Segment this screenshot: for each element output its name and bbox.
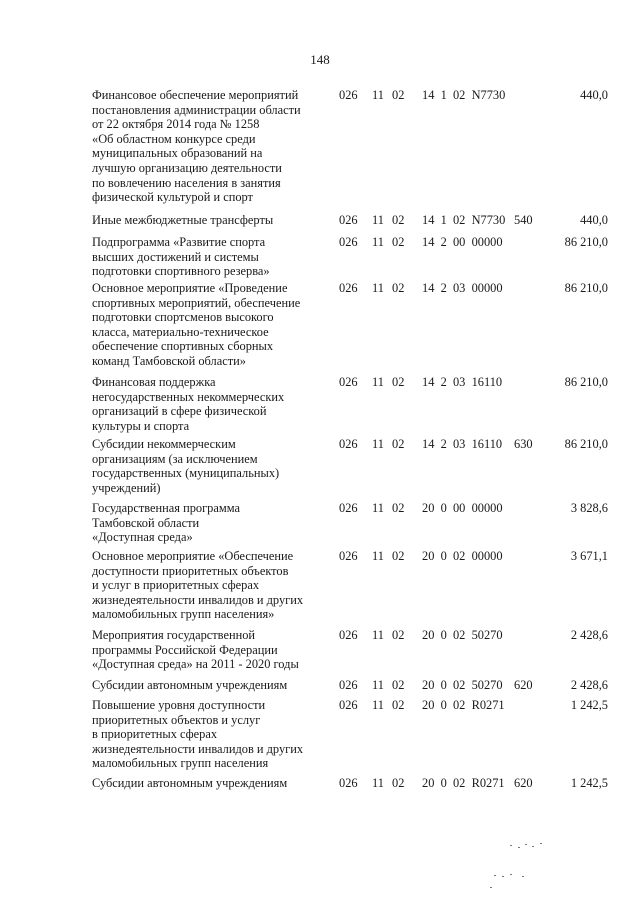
description-line: жизнедеятельности инвалидов и других	[92, 592, 304, 607]
description-line: подготовки спортсменов высокого	[92, 310, 274, 325]
description-line: муниципальных образований на	[92, 146, 263, 161]
amount: 440,0	[580, 213, 608, 227]
section-code: 11	[372, 281, 384, 295]
ministry-code: 026	[339, 281, 358, 295]
description-line: от 22 октября 2014 года № 1258	[92, 117, 260, 132]
subsection-code: 02	[392, 678, 405, 692]
target-article-code: 20 0 02 R0271	[422, 698, 505, 712]
subsection-code: 02	[392, 698, 405, 712]
row-description	[92, 678, 327, 693]
target-article-code: 14 2 03 16110	[422, 375, 503, 389]
ministry-code: 026	[339, 235, 358, 249]
target-article-code: 20 0 02 00000	[422, 549, 503, 563]
description-line: Основное мероприятие «Проведение	[92, 281, 288, 295]
ministry-code: 026	[339, 375, 358, 389]
row-description	[92, 698, 327, 771]
description-line: «Доступная среда»	[92, 530, 193, 545]
subsection-code: 02	[392, 437, 405, 451]
description-line: маломобильных групп населения	[92, 756, 269, 771]
description-line: организаций в сфере физической	[92, 404, 267, 419]
subsection-code: 02	[392, 628, 405, 642]
section-code: 11	[372, 678, 384, 692]
description-line: Государственная программа	[92, 501, 240, 515]
expense-type-code: 540	[514, 213, 533, 227]
section-code: 11	[372, 235, 384, 249]
ministry-code: 026	[339, 437, 358, 451]
target-article-code: 20 0 02 R0271	[422, 776, 505, 790]
description-line: жизнедеятельности инвалидов и других	[92, 741, 304, 756]
section-code: 11	[372, 501, 384, 515]
section-code: 11	[372, 776, 384, 790]
row-description	[92, 213, 327, 228]
section-code: 11	[372, 549, 384, 563]
subsection-code: 02	[392, 235, 405, 249]
description-line: и услуг в приоритетных сферах	[92, 578, 260, 593]
row-description	[92, 235, 327, 279]
section-code: 11	[372, 437, 384, 451]
expense-type-code: 630	[514, 437, 533, 451]
description-line: Субсидии автономным учреждениям	[92, 776, 288, 790]
description-line: Основное мероприятие «Обеспечение	[92, 549, 294, 563]
ministry-code: 026	[339, 213, 358, 227]
description-line: Субсидии автономным учреждениям	[92, 678, 288, 692]
description-line: в приоритетных сферах	[92, 727, 218, 742]
row-description	[92, 437, 327, 495]
description-line: Иные межбюджетные трансферты	[92, 213, 274, 227]
description-line: Субсидии некоммерческим	[92, 437, 236, 451]
target-article-code: 20 0 02 50270	[422, 678, 503, 692]
description-line: класса, материально-техническое	[92, 324, 269, 339]
subsection-code: 02	[392, 281, 405, 295]
amount: 3 671,1	[570, 549, 608, 563]
amount: 2 428,6	[570, 678, 608, 692]
description-line: высших достижений и системы	[92, 249, 259, 264]
target-article-code: 14 1 02 N7730	[422, 88, 506, 102]
ministry-code: 026	[339, 698, 358, 712]
section-code: 11	[372, 698, 384, 712]
description-line: маломобильных групп населения»	[92, 607, 275, 622]
description-line: обеспечение спортивных сборных	[92, 339, 274, 354]
section-code: 11	[372, 628, 384, 642]
section-code: 11	[372, 375, 384, 389]
ministry-code: 026	[339, 88, 358, 102]
description-line: «Об областном конкурсе среди	[92, 131, 256, 146]
description-line: постановления администрации области	[92, 102, 301, 117]
amount: 1 242,5	[570, 698, 608, 712]
page-number: 148	[310, 52, 330, 67]
subsection-code: 02	[392, 549, 405, 563]
description-line: организациям (за исключением	[92, 451, 258, 466]
description-line: Тамбовской области	[92, 515, 200, 530]
description-line: спортивных мероприятий, обеспечение	[92, 295, 301, 310]
description-line: Повышение уровня доступности	[92, 698, 266, 712]
target-article-code: 20 0 00 00000	[422, 501, 503, 515]
expense-type-code: 620	[514, 776, 533, 790]
description-line: команд Тамбовской области»	[92, 353, 246, 368]
amount: 86 210,0	[564, 375, 608, 389]
amount: 1 242,5	[570, 776, 608, 790]
row-description	[92, 628, 327, 672]
description-line: подготовки спортивного резерва»	[92, 264, 270, 279]
ministry-code: 026	[339, 678, 358, 692]
subsection-code: 02	[392, 213, 405, 227]
amount: 440,0	[580, 88, 608, 102]
subsection-code: 02	[392, 776, 405, 790]
description-line: по вовлечению населения в занятия	[92, 175, 281, 190]
target-article-code: 14 2 03 00000	[422, 281, 503, 295]
description-line: лучшую организацию деятельности	[92, 160, 282, 175]
description-line: культуры и спорта	[92, 418, 190, 433]
row-description	[92, 549, 327, 622]
description-line: программы Российской Федерации	[92, 642, 278, 657]
row-description	[92, 375, 327, 433]
amount: 86 210,0	[564, 437, 608, 451]
subsection-code: 02	[392, 88, 405, 102]
target-article-code: 20 0 02 50270	[422, 628, 503, 642]
description-line: учреждений)	[92, 480, 161, 495]
description-line: государственных (муниципальных)	[92, 466, 280, 481]
target-article-code: 14 2 00 00000	[422, 235, 503, 249]
ministry-code: 026	[339, 549, 358, 563]
amount: 2 428,6	[570, 628, 608, 642]
row-description	[92, 776, 327, 791]
amount: 86 210,0	[564, 281, 608, 295]
target-article-code: 14 2 03 16110	[422, 437, 503, 451]
description-line: негосударственных некоммерческих	[92, 389, 285, 404]
ministry-code: 026	[339, 628, 358, 642]
amount: 86 210,0	[564, 235, 608, 249]
description-line: Финансовое обеспечение мероприятий	[92, 88, 299, 102]
amount: 3 828,6	[570, 501, 608, 515]
description-line: физической культурой и спорт	[92, 190, 253, 205]
description-line: Мероприятия государственной	[92, 628, 256, 642]
description-line: Финансовая поддержка	[92, 375, 216, 389]
section-code: 11	[372, 213, 384, 227]
row-description	[92, 281, 327, 369]
description-line: «Доступная среда» на 2011 - 2020 годы	[92, 657, 299, 672]
subsection-code: 02	[392, 375, 405, 389]
description-line: доступности приоритетных объектов	[92, 563, 289, 578]
subsection-code: 02	[392, 501, 405, 515]
ministry-code: 026	[339, 501, 358, 515]
description-line: Подпрограмма «Развитие спорта	[92, 235, 266, 249]
expense-type-code: 620	[514, 678, 533, 692]
ministry-code: 026	[339, 776, 358, 790]
row-description	[92, 88, 327, 205]
row-description	[92, 501, 327, 545]
target-article-code: 14 1 02 N7730	[422, 213, 506, 227]
description-line: приоритетных объектов и услуг	[92, 712, 261, 727]
section-code: 11	[372, 88, 384, 102]
